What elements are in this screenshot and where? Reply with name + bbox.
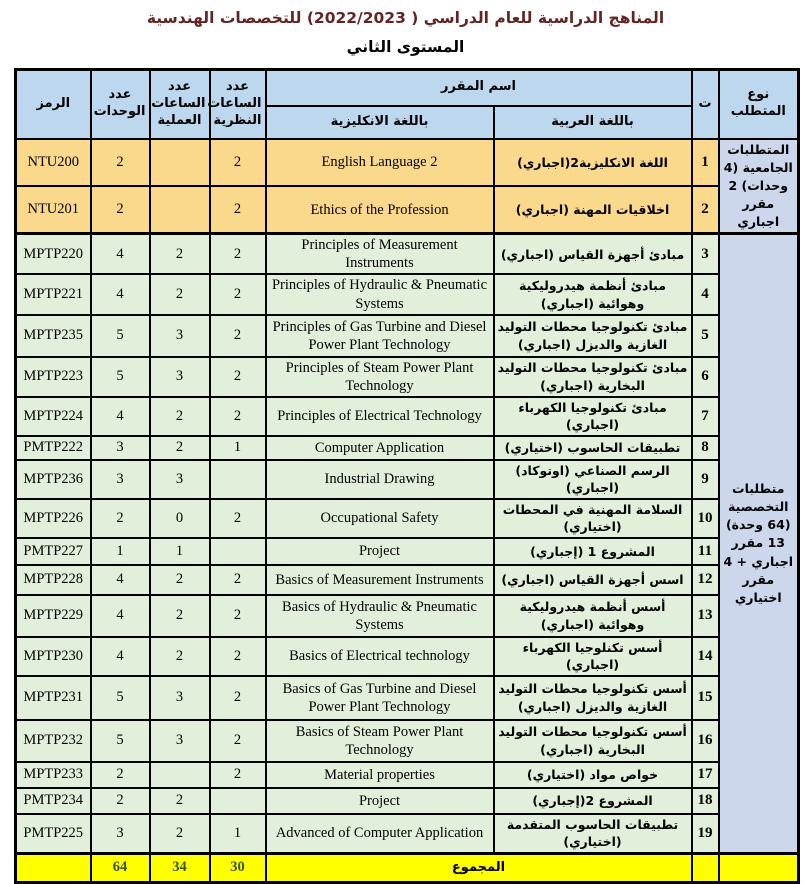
- units-value: 2: [91, 788, 150, 814]
- course-name-arabic: مبادئ تكنولوجيا الكهرباء (اجباري): [494, 397, 692, 436]
- course-name-english: Basics of Electrical technology: [266, 637, 494, 676]
- document-page: [0, 9, 811, 876]
- course-name-english: Principles of Electrical Technology: [266, 397, 494, 436]
- total-row: [16, 853, 799, 882]
- course-name-arabic: تطبيقات الحاسوب (اختياري): [494, 436, 692, 460]
- course-name-arabic: تطبيقات الحاسوب المتقدمة (اختياري): [494, 814, 692, 854]
- units-value: 3: [91, 460, 150, 499]
- practical-hours-value: [150, 139, 210, 187]
- row-seq: 1: [692, 139, 719, 187]
- header-practical-hours: عدد الساعات العملية: [150, 70, 210, 139]
- units-value: 4: [91, 274, 150, 314]
- header-english: باللغة الانكليزية: [266, 106, 494, 139]
- course-row: [16, 565, 799, 595]
- course-name-english: English Language 2: [266, 139, 494, 187]
- page-title: المناهج الدراسية للعام الدراسي ( 2022/2023) للتخصصات الهندسية: [146, 9, 665, 27]
- theoretical-hours-value: 1: [210, 436, 266, 460]
- practical-hours-value: 3: [150, 315, 210, 357]
- row-seq: 8: [692, 436, 719, 460]
- header-units: عدد الوحدات: [91, 70, 150, 139]
- course-name-arabic: أسس تكنلوجيا الكهرباء (اجباري): [494, 637, 692, 676]
- requirement-type-cell: المتطلبات الجامعية (4 وحدات) 2 مقرر اجباري: [719, 139, 799, 234]
- practical-hours-value: 2: [150, 565, 210, 595]
- practical-hours-value: [150, 762, 210, 788]
- header-requirement-type: نوع المتطلب: [719, 70, 799, 139]
- row-seq: 16: [692, 720, 719, 762]
- header-arabic: باللغة العربية: [494, 106, 692, 139]
- course-name-english: Basics of Measurement Instruments: [266, 565, 494, 595]
- total-seq-empty: [692, 853, 719, 882]
- course-name-arabic: أسس أنظمة هيدروليكية وهوائية (اجباري): [494, 595, 692, 637]
- row-seq: 2: [692, 186, 719, 234]
- practical-hours-value: 2: [150, 436, 210, 460]
- course-name-english: Basics of Gas Turbine and Diesel Power Plant Technology: [266, 676, 494, 720]
- practical-hours-value: 3: [150, 357, 210, 397]
- course-name-english: Ethics of the Profession: [266, 186, 494, 234]
- total-practical-hours: 34: [150, 853, 210, 882]
- practical-hours-value: 3: [150, 720, 210, 762]
- practical-hours-value: 3: [150, 676, 210, 720]
- theoretical-hours-value: 1: [210, 814, 266, 854]
- course-row: [16, 274, 799, 314]
- course-row: [16, 357, 799, 397]
- course-row: [16, 186, 799, 234]
- row-seq: 19: [692, 814, 719, 854]
- row-seq: 9: [692, 460, 719, 499]
- course-row: [16, 139, 799, 187]
- practical-hours-value: [150, 186, 210, 234]
- course-name-english: Basics of Steam Power Plant Technology: [266, 720, 494, 762]
- course-row: [16, 637, 799, 676]
- course-row: [16, 676, 799, 720]
- course-name-arabic: مبادئ تكنولوجيا محطات التوليد الغازية والديزل (اجباري): [494, 315, 692, 357]
- course-name-english: Computer Application: [266, 436, 494, 460]
- course-code: NTU200: [16, 139, 91, 187]
- course-name-arabic: أسس تكنولوجيا محطات التوليد البخارية (اجباري): [494, 720, 692, 762]
- course-code: MPTP232: [16, 720, 91, 762]
- course-name-english: Advanced of Computer Application: [266, 814, 494, 854]
- page-subtitle: المستوى الثاني: [346, 38, 465, 56]
- units-value: 2: [91, 186, 150, 234]
- units-value: 3: [91, 814, 150, 854]
- course-code: MPTP224: [16, 397, 91, 436]
- units-value: 4: [91, 234, 150, 275]
- course-row: [16, 762, 799, 788]
- course-name-arabic: المشروع 2(إجباري): [494, 788, 692, 814]
- course-code: MPTP229: [16, 595, 91, 637]
- practical-hours-value: 2: [150, 397, 210, 436]
- course-row: [16, 499, 799, 538]
- units-value: 4: [91, 397, 150, 436]
- theoretical-hours-value: 2: [210, 595, 266, 637]
- course-code: NTU201: [16, 186, 91, 234]
- units-value: 4: [91, 565, 150, 595]
- theoretical-hours-value: 2: [210, 234, 266, 275]
- theoretical-hours-value: 2: [210, 397, 266, 436]
- course-row: [16, 315, 799, 357]
- theoretical-hours-value: 2: [210, 676, 266, 720]
- theoretical-hours-value: 2: [210, 720, 266, 762]
- theoretical-hours-value: 2: [210, 637, 266, 676]
- course-code: MPTP226: [16, 499, 91, 538]
- course-name-english: Material properties: [266, 762, 494, 788]
- row-seq: 7: [692, 397, 719, 436]
- practical-hours-value: 2: [150, 814, 210, 854]
- course-code: PMTP234: [16, 788, 91, 814]
- course-name-arabic: أسس تكنولوجيا محطات التوليد الغازية والديزل (اجباري): [494, 676, 692, 720]
- course-row: [16, 788, 799, 814]
- theoretical-hours-value: 2: [210, 762, 266, 788]
- course-name-english: Principles of Gas Turbine and Diesel Power Plant Technology: [266, 315, 494, 357]
- course-name-arabic: اسس أجهزة القياس (اجباري): [494, 565, 692, 595]
- course-row: [16, 397, 799, 436]
- units-value: 5: [91, 720, 150, 762]
- practical-hours-value: 2: [150, 637, 210, 676]
- units-value: 4: [91, 595, 150, 637]
- course-name-arabic: المشروع 1 (إجباري): [494, 538, 692, 565]
- course-name-english: Industrial Drawing: [266, 460, 494, 499]
- row-seq: 6: [692, 357, 719, 397]
- row-seq: 13: [692, 595, 719, 637]
- header-theoretical-hours: عدد الساعات النظرية: [210, 70, 266, 139]
- total-label: المجموع: [266, 853, 692, 882]
- total-code-empty: [16, 853, 91, 882]
- practical-hours-value: 0: [150, 499, 210, 538]
- theoretical-hours-value: 2: [210, 274, 266, 314]
- course-name-english: Project: [266, 788, 494, 814]
- theoretical-hours-value: 2: [210, 186, 266, 234]
- header-course-name: اسم المقرر: [266, 70, 692, 106]
- total-theoretical-hours: 30: [210, 853, 266, 882]
- course-row: [16, 595, 799, 637]
- course-code: MPTP223: [16, 357, 91, 397]
- course-name-arabic: مبادئ أنظمة هيدروليكية وهوائية (اجباري): [494, 274, 692, 314]
- row-seq: 3: [692, 234, 719, 275]
- units-value: 2: [91, 139, 150, 187]
- theoretical-hours-value: 2: [210, 565, 266, 595]
- course-row: [16, 814, 799, 854]
- course-code: MPTP235: [16, 315, 91, 357]
- units-value: 5: [91, 357, 150, 397]
- course-code: MPTP236: [16, 460, 91, 499]
- row-seq: 18: [692, 788, 719, 814]
- units-value: 5: [91, 676, 150, 720]
- units-value: 4: [91, 637, 150, 676]
- header-seq: ت: [692, 70, 719, 139]
- units-value: 1: [91, 538, 150, 565]
- units-value: 5: [91, 315, 150, 357]
- course-name-english: Principles of Steam Power Plant Technology: [266, 357, 494, 397]
- course-row: [16, 460, 799, 499]
- course-name-arabic: خواص مواد (اختياري): [494, 762, 692, 788]
- theoretical-hours-value: [210, 460, 266, 499]
- course-name-english: Basics of Hydraulic & Pneumatic Systems: [266, 595, 494, 637]
- course-code: MPTP221: [16, 274, 91, 314]
- course-code: PMTP225: [16, 814, 91, 854]
- table-header: [16, 70, 799, 139]
- table-body: [16, 139, 799, 883]
- practical-hours-value: 2: [150, 788, 210, 814]
- requirement-type-cell: متطلبات التخصصية (64 وحدة) 13 مقرر اجباري + 4 مقرر اختياري: [719, 234, 799, 854]
- practical-hours-value: 2: [150, 234, 210, 275]
- course-code: PMTP222: [16, 436, 91, 460]
- course-name-arabic: مبادئ تكنولوجيا محطات التوليد البخارية (اجباري): [494, 357, 692, 397]
- course-code: MPTP231: [16, 676, 91, 720]
- course-name-arabic: اللغة الانكليزية2(اجباري): [494, 139, 692, 187]
- curriculum-table: [14, 68, 800, 884]
- row-seq: 12: [692, 565, 719, 595]
- theoretical-hours-value: 2: [210, 315, 266, 357]
- theoretical-hours-value: 2: [210, 139, 266, 187]
- practical-hours-value: 1: [150, 538, 210, 565]
- row-seq: 15: [692, 676, 719, 720]
- course-row: [16, 436, 799, 460]
- course-name-english: Principles of Hydraulic & Pneumatic Systems: [266, 274, 494, 314]
- units-value: 2: [91, 762, 150, 788]
- course-row: [16, 234, 799, 275]
- course-name-english: Occupational Safety: [266, 499, 494, 538]
- theoretical-hours-value: 2: [210, 357, 266, 397]
- course-row: [16, 720, 799, 762]
- theoretical-hours-value: 2: [210, 499, 266, 538]
- course-name-english: Principles of Measurement Instruments: [266, 234, 494, 275]
- units-value: 2: [91, 499, 150, 538]
- theoretical-hours-value: [210, 538, 266, 565]
- row-seq: 17: [692, 762, 719, 788]
- row-seq: 4: [692, 274, 719, 314]
- header-code: الرمز: [16, 70, 91, 139]
- course-name-arabic: اخلاقيات المهنة (اجباري): [494, 186, 692, 234]
- course-code: MPTP228: [16, 565, 91, 595]
- row-seq: 11: [692, 538, 719, 565]
- practical-hours-value: 2: [150, 595, 210, 637]
- row-seq: 10: [692, 499, 719, 538]
- row-seq: 5: [692, 315, 719, 357]
- total-units: 64: [91, 853, 150, 882]
- practical-hours-value: 3: [150, 460, 210, 499]
- course-name-arabic: الرسم الصناعي (اوتوكاد) (اجباري): [494, 460, 692, 499]
- course-name-english: Project: [266, 538, 494, 565]
- course-code: PMTP227: [16, 538, 91, 565]
- total-requirement-type-empty: [719, 853, 799, 882]
- course-code: MPTP233: [16, 762, 91, 788]
- row-seq: 14: [692, 637, 719, 676]
- course-row: [16, 538, 799, 565]
- course-name-arabic: السلامة المهنية في المحطات (اختياري): [494, 499, 692, 538]
- course-name-arabic: مبادئ أجهزة القياس (اجباري): [494, 234, 692, 275]
- units-value: 3: [91, 436, 150, 460]
- course-code: MPTP230: [16, 637, 91, 676]
- theoretical-hours-value: [210, 788, 266, 814]
- practical-hours-value: 2: [150, 274, 210, 314]
- course-code: MPTP220: [16, 234, 91, 275]
